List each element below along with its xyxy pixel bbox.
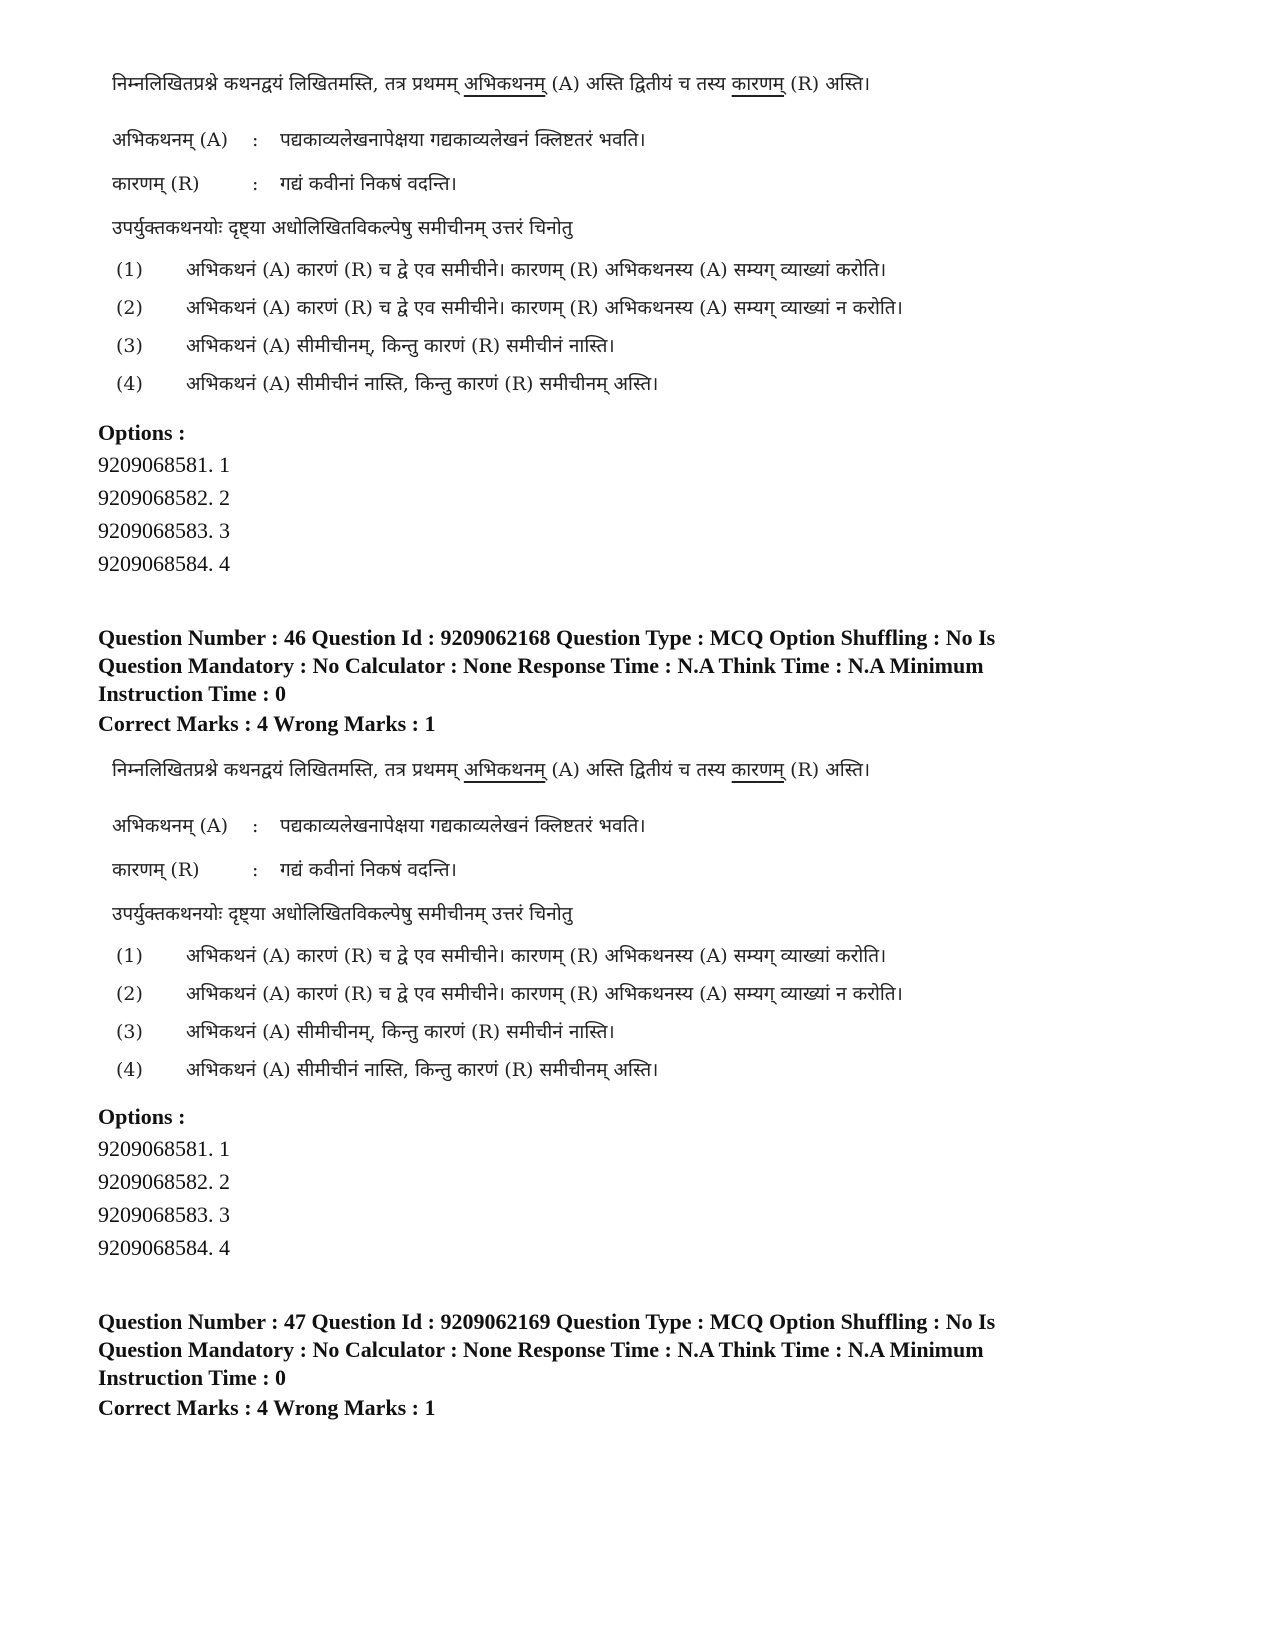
option-2[interactable]: 9209068582. 2 [98, 485, 230, 510]
choice-2: (2) अभिकथनं (A) कारणं (R) च द्वे एव समीचीने। कारणम् (R) अभिकथनस्य (A) सम्यग् व्याख्यां न करोति। [116, 297, 903, 319]
choice-1: (1) अभिकथनं (A) कारणं (R) च द्वे एव समीचीने। कारणम् (R) अभिकथनस्य (A) सम्यग् व्याख्यां करोति। [116, 259, 887, 281]
reason-statement: कारणम् (R) : गद्यं कवीनां निकषं वदन्ति। [112, 859, 457, 881]
option-2[interactable]: 9209068582. 2 [98, 1169, 230, 1194]
question-instruction: उपर्युक्तकथनयोः दृष्ट्या अधोलिखितविकल्पेषु समीचीनम् उत्तरं चिनोतु [112, 217, 573, 239]
assertion-statement: अभिकथनम् (A) : पद्यकाव्यलेखनापेक्षया गद्यकाव्यलेखनं क्लिष्टतरं भवति। [112, 815, 646, 837]
assertion-statement: अभिकथनम् (A) : पद्यकाव्यलेखनापेक्षया गद्यकाव्यलेखनं क्लिष्टतरं भवति। [112, 129, 646, 151]
assertion-term: अभिकथनम् [463, 73, 546, 95]
reason-statement: कारणम् (R) : गद्यं कवीनां निकषं वदन्ति। [112, 173, 457, 195]
question-intro: निम्नलिखितप्रश्ने कथनद्वयं लिखितमस्ति, तत्र प्रथमम् अभिकथनम् (A) अस्ति द्वितीयं च तस्य कारणम् (R) अस्ति। [112, 759, 871, 781]
option-4[interactable]: 9209068584. 4 [98, 1235, 230, 1260]
option-1[interactable]: 9209068581. 1 [98, 1136, 230, 1161]
option-3[interactable]: 9209068583. 3 [98, 1202, 230, 1227]
choice-3: (3) अभिकथनं (A) सीमीचीनम्, किन्तु कारणं (R) समीचीनं नास्ति। [116, 335, 615, 357]
options-title: Options : [98, 1104, 186, 1129]
option-4[interactable]: 9209068584. 4 [98, 551, 230, 576]
q47-meta: Question Number : 47 Question Id : 9209062169 Question Type : MCQ Option Shuffling : No Is Question Mandatory : No Calculator : None Response Time : N.A Think Time : N.A Minimum Instruction Time : 0 [98, 1309, 996, 1390]
choice-4: (4) अभिकथनं (A) सीमीचीनं नास्ति, किन्तु कारणं (R) समीचीनम् अस्ति। [116, 1059, 659, 1081]
question-intro: निम्नलिखितप्रश्ने कथनद्वयं लिखितमस्ति, तत्र प्रथमम् अभिकथनम् (A) अस्ति द्वितीयं च तस्य कारणम् (R) अस्ति। [112, 73, 871, 95]
choice-3: (3) अभिकथनं (A) सीमीचीनम्, किन्तु कारणं (R) समीचीनं नास्ति। [116, 1021, 615, 1043]
question-46-body [112, 756, 1012, 1086]
option-3[interactable]: 9209068583. 3 [98, 518, 230, 543]
choice-4: (4) अभिकथनं (A) सीमीचीनं नास्ति, किन्तु कारणं (R) समीचीनम् अस्ति। [116, 373, 659, 395]
question-instruction: उपर्युक्तकथनयोः दृष्ट्या अधोलिखितविकल्पेषु समीचीनम् उत्तरं चिनोतु [112, 903, 573, 925]
choice-2: (2) अभिकथनं (A) कारणं (R) च द्वे एव समीचीने। कारणम् (R) अभिकथनस्य (A) सम्यग् व्याख्यां न करोति। [116, 983, 903, 1005]
question-45-body [112, 70, 1012, 400]
q46-meta: Question Number : 46 Question Id : 9209062168 Question Type : MCQ Option Shuffling : No Is Question Mandatory : No Calculator : None Response Time : N.A Think Time : N.A Minimum Instruction Time : 0 [98, 625, 996, 706]
reason-term: कारणम् [731, 73, 785, 95]
q47-marks: Correct Marks : 4 Wrong Marks : 1 [98, 1395, 436, 1420]
q46-marks: Correct Marks : 4 Wrong Marks : 1 [98, 711, 436, 736]
reason-term: कारणम् [731, 759, 785, 781]
choice-1: (1) अभिकथनं (A) कारणं (R) च द्वे एव समीचीने। कारणम् (R) अभिकथनस्य (A) सम्यग् व्याख्यां करोति। [116, 945, 887, 967]
options-title: Options : [98, 420, 186, 445]
assertion-term: अभिकथनम् [463, 759, 546, 781]
option-1[interactable]: 9209068581. 1 [98, 452, 230, 477]
